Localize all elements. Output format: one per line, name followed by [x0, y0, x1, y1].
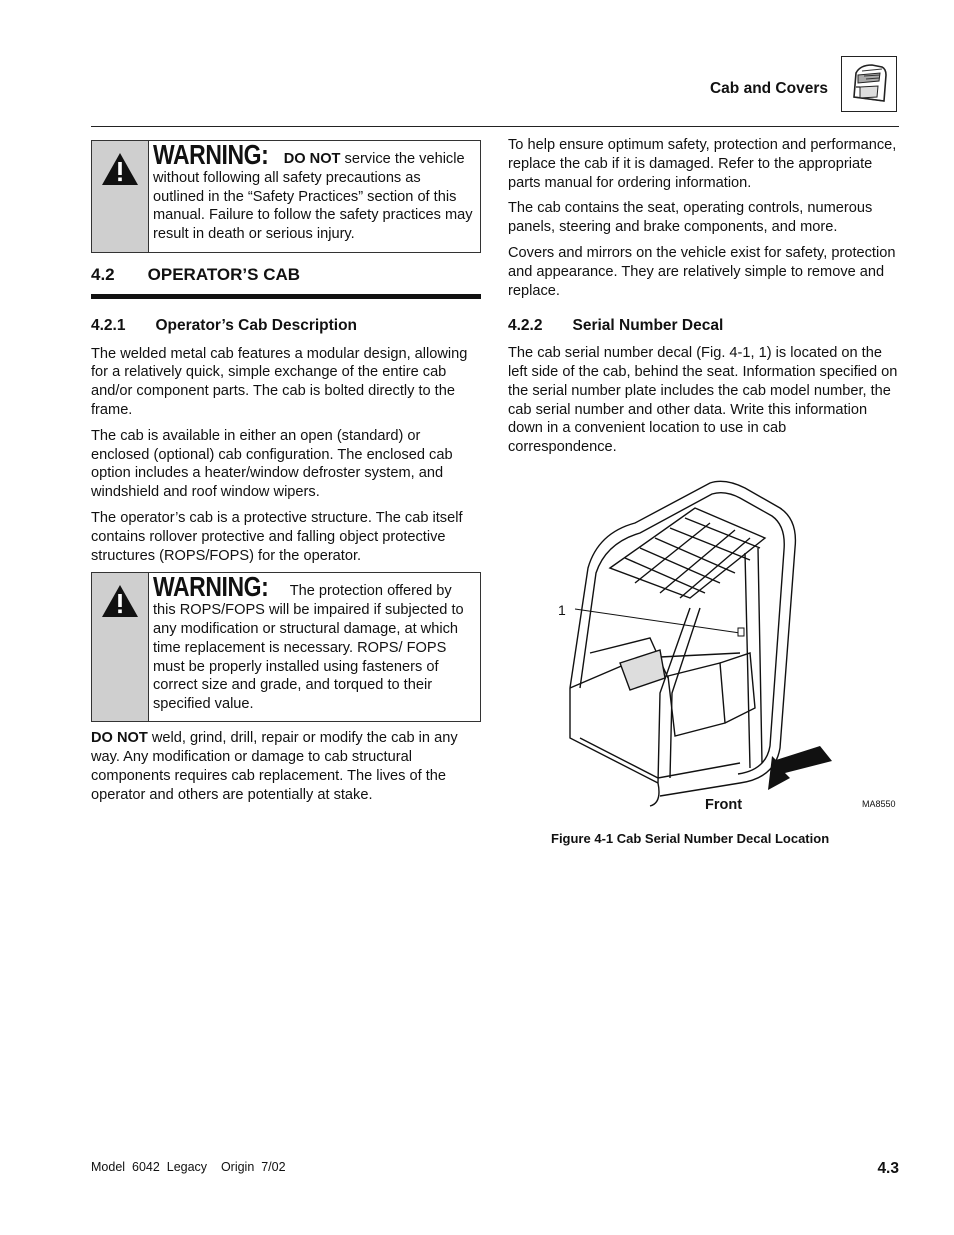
paragraph: The welded metal cab features a modular design, allowing for a relatively quick, simple exchange of the entire cab and/or component parts. The cab is bolted directly to the frame.	[91, 345, 468, 418]
subsection-number: 4.2.1	[91, 316, 126, 334]
subsection-title: Serial Number Decal	[572, 317, 724, 335]
warning-emphasis: DO NOT	[283, 151, 341, 167]
warning-body: The protection offered by this ROPS/FOPS will be impaired if subjected to any modification or structural damage, at which time replacement is necessary. ROPS/ FOPS must be properly installed using fasteners of correct size and grade, and torqued to their specified value.	[153, 583, 464, 713]
section-number: 4.2	[91, 265, 115, 284]
paragraph: Covers and mirrors on the vehicle exist for safety, protection and appearance. They are relatively simple to remove and replace.	[508, 244, 896, 299]
paragraph: The cab contains the seat, operating controls, numerous panels, steering and brake components, and more.	[508, 200, 873, 236]
right-column	[508, 136, 898, 464]
section-title: OPERATOR’S CAB	[147, 265, 301, 284]
paragraph: The cab is available in either an open (standard) or enclosed (optional) cab configuration. The enclosed cab option includes a heater/window defroster system, and windshield and roof window wipers.	[91, 427, 453, 501]
figure-caption: Figure 4-1 Cab Serial Number Decal Location	[551, 831, 830, 846]
warning-label: WARNING:	[153, 139, 269, 170]
figure-id-label: MA8550	[862, 799, 896, 809]
warning-box-rops	[91, 572, 481, 722]
cab-thumbnail-icon	[841, 56, 897, 112]
subsection-heading-serial	[508, 317, 898, 336]
figure-callout: 1	[558, 602, 566, 618]
warning-panel	[92, 573, 149, 721]
do-not-paragraph	[91, 729, 481, 804]
warning-body: service the vehicle without following all safety precautions as outlined in the “Safety Practices” section of this manual. Failure to follow the safety practices may result in death or serious injury.	[153, 151, 473, 243]
section-header-title: Cab and Covers	[709, 80, 828, 97]
subsection-number: 4.2.2	[508, 317, 543, 335]
left-column	[91, 140, 481, 812]
warning-triangle-icon	[100, 583, 140, 619]
cab-illustration	[540, 478, 900, 818]
page-number: 4.3	[877, 1160, 899, 1177]
do-not-emphasis: DO NOT	[91, 730, 148, 747]
warning-text	[149, 573, 480, 721]
subsection-heading-description	[91, 317, 481, 336]
paragraph: The cab serial number decal (Fig. 4-1, 1) is located on the left side of the cab, behind the seat. Information specified on the serial number plate includes the cab model number, the cab serial number and other data. Write this information down in a convenient location to use in cab correspondence.	[508, 345, 898, 456]
front-arrow-icon	[768, 746, 832, 790]
warning-panel	[92, 141, 149, 252]
subsection-title: Operator’s Cab Description	[155, 316, 358, 334]
paragraph: To help ensure optimum safety, protection and performance, replace the cab if it is damaged. Refer to the appropriate parts manual for ordering information.	[508, 137, 897, 191]
warning-box-service	[91, 140, 481, 253]
front-label: Front	[705, 797, 743, 813]
warning-text	[149, 141, 480, 252]
cab-figure	[540, 478, 900, 818]
header-rule	[91, 126, 899, 127]
warning-triangle-icon	[100, 151, 140, 187]
section-heading	[91, 266, 481, 299]
do-not-text: weld, grind, drill, repair or modify the cab in any way. Any modification or damage to cab structural components requires cab replacement. The lives of the operator and others are potentially at stake.	[91, 730, 458, 803]
paragraph: The operator’s cab is a protective structure. The cab itself contains rollover protective and falling object protective structures (ROPS/FOPS) for the operator.	[91, 509, 463, 564]
warning-label: WARNING:	[153, 571, 269, 603]
footer-model-info: Model 6042 Legacy Origin 7/02	[91, 1160, 286, 1174]
